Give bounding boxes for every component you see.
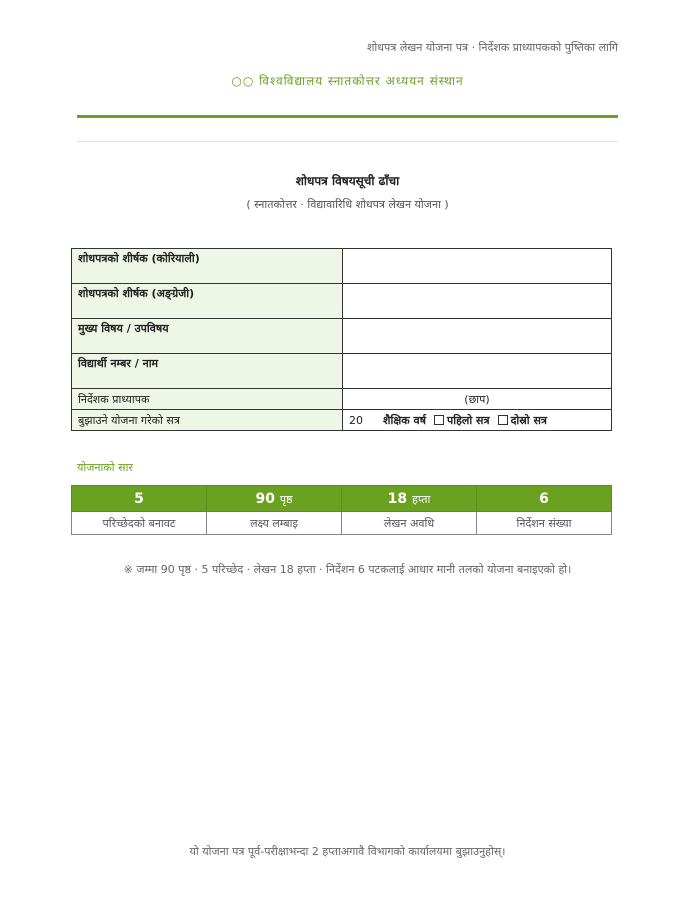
- stat-value-cell: [207, 486, 342, 512]
- form-row-session: [72, 410, 612, 431]
- header-note: शोधपत्र लेखन योजना पत्र · निर्देशक प्राध्यापकको पुष्तिका लागि: [366, 41, 618, 54]
- summary-stats-table: [71, 485, 612, 535]
- page-title: शोधपत्र विषयसूची ढाँचा: [295, 174, 400, 188]
- session-year-text: शैक्षिक वर्ष: [383, 413, 426, 427]
- stat-value-cell: [72, 486, 207, 512]
- plan-note: ※ जम्मा 90 पृष्ठ · 5 परिच्छेद · लेखन 18 हप्ता · निर्देशन 6 पटकलाई आधार मानी तलको योजना बनाइएको हो।: [123, 563, 572, 576]
- form-row-title-korean: [72, 249, 612, 284]
- stat-value: 5: [134, 490, 144, 507]
- title-english-label: शोधपत्रको शीर्षक (अङ्ग्रेजी): [72, 284, 343, 319]
- stat-unit: पृष्ठ: [279, 492, 293, 506]
- advisor-stamp[interactable]: (छाप): [343, 389, 612, 410]
- form-row-subject: [72, 319, 612, 354]
- session-field: [343, 410, 612, 431]
- subject-field[interactable]: [343, 319, 612, 354]
- title-english-field[interactable]: [343, 284, 612, 319]
- student-field[interactable]: [343, 354, 612, 389]
- form-row-student: [72, 354, 612, 389]
- second-session-checkbox[interactable]: [498, 415, 508, 425]
- subject-label: मुख्य विषय / उपविषय: [72, 319, 343, 354]
- title-korean-field[interactable]: [343, 249, 612, 284]
- form-row-advisor: [72, 389, 612, 410]
- first-session-label: पहिलो सत्र: [446, 413, 490, 427]
- student-label: विद्यार्थी नम्बर / नाम: [72, 354, 343, 389]
- stat-unit: हप्ता: [412, 492, 431, 506]
- advisor-label: निर्देशक प्राध्यापक: [72, 389, 343, 410]
- institute-name: ○○ विश्वविद्यालय स्नातकोत्तर अध्ययन संस्थान: [231, 74, 464, 88]
- stat-value: 90: [255, 490, 275, 507]
- info-form-table: [71, 248, 612, 431]
- title-korean-label: शोधपत्रको शीर्षक (कोरियाली): [72, 249, 343, 284]
- page-subtitle: ( स्नातकोत्तर · विद्यावारिधि शोधपत्र लेखन योजना ): [246, 198, 449, 211]
- divider-thick: [77, 115, 618, 118]
- stat-value: 18: [387, 490, 408, 507]
- footer-note: यो योजना पत्र पूर्व-परीक्षाभन्दा 2 हप्ताअगावै विभागको कार्यालयमा बुझाउनुहोस्।: [189, 845, 506, 858]
- second-session-label: दोस्रो सत्र: [510, 413, 547, 427]
- form-row-title-english: [72, 284, 612, 319]
- stat-value-cell: [477, 486, 612, 512]
- summary-heading: योजनाको सार: [77, 461, 133, 474]
- session-year-prefix[interactable]: 20: [349, 413, 363, 427]
- stat-caption: परिच्छेदको बनावट: [72, 512, 207, 535]
- stat-value: 6: [539, 490, 549, 507]
- divider-thin: [77, 141, 618, 142]
- stat-caption: लक्ष्य लम्बाइ: [207, 512, 342, 535]
- first-session-checkbox[interactable]: [434, 415, 444, 425]
- stat-caption: लेखन अवधि: [342, 512, 477, 535]
- stat-caption: निर्देशन संख्या: [477, 512, 612, 535]
- session-label: बुझाउने योजना गरेको सत्र: [72, 410, 343, 431]
- stat-value-cell: [342, 486, 477, 512]
